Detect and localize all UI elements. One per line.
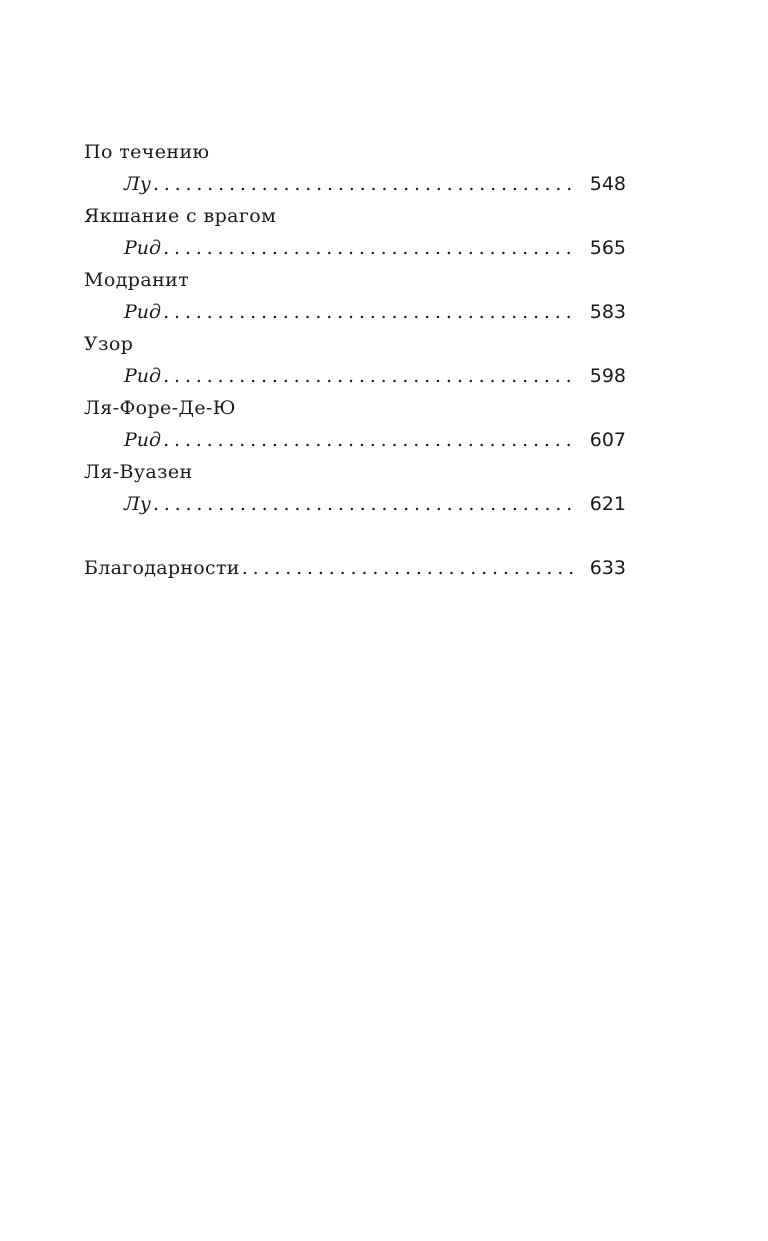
chapter-author: Рид — [124, 429, 162, 451]
page-number: 598 — [589, 365, 626, 387]
toc-entry-acknowledgements — [84, 552, 626, 584]
acknowledgements-line — [84, 552, 626, 584]
table-of-contents — [84, 136, 626, 584]
dot-leader — [153, 488, 578, 520]
page-number: 621 — [589, 493, 626, 515]
chapter-author-line — [84, 232, 626, 264]
chapter-author: Лу — [124, 493, 151, 515]
chapter-title: По течению — [84, 141, 210, 163]
dot-leader — [153, 168, 578, 200]
dot-leader — [163, 232, 578, 264]
toc-entry — [84, 200, 626, 264]
chapter-author: Лу — [124, 173, 151, 195]
toc-entry — [84, 392, 626, 456]
spacer — [84, 520, 626, 552]
chapter-author-line — [84, 168, 626, 200]
acknowledgements-title: Благодарности — [84, 557, 240, 579]
chapter-title: Узор — [84, 333, 134, 355]
toc-entry — [84, 136, 626, 200]
toc-entry — [84, 456, 626, 520]
chapter-author: Рид — [124, 301, 162, 323]
dot-leader — [163, 424, 578, 456]
chapter-title: Модранит — [84, 269, 190, 291]
page-number: 548 — [589, 173, 626, 195]
page-number: 633 — [589, 557, 626, 579]
toc-entry — [84, 264, 626, 328]
dot-leader — [163, 360, 578, 392]
dot-leader — [242, 552, 578, 584]
chapter-author: Рид — [124, 365, 162, 387]
chapter-author-line — [84, 296, 626, 328]
page-number: 583 — [589, 301, 626, 323]
chapter-author: Рид — [124, 237, 162, 259]
page-number: 607 — [589, 429, 626, 451]
chapter-author-line — [84, 488, 626, 520]
page-number: 565 — [589, 237, 626, 259]
dot-leader — [163, 296, 578, 328]
chapter-title: Ля-Форе-Де-Ю — [84, 397, 236, 419]
chapter-author-line — [84, 424, 626, 456]
chapter-title: Якшание с врагом — [84, 205, 277, 227]
chapter-title: Ля-Вуазен — [84, 461, 193, 483]
chapter-author-line — [84, 360, 626, 392]
toc-entry — [84, 328, 626, 392]
